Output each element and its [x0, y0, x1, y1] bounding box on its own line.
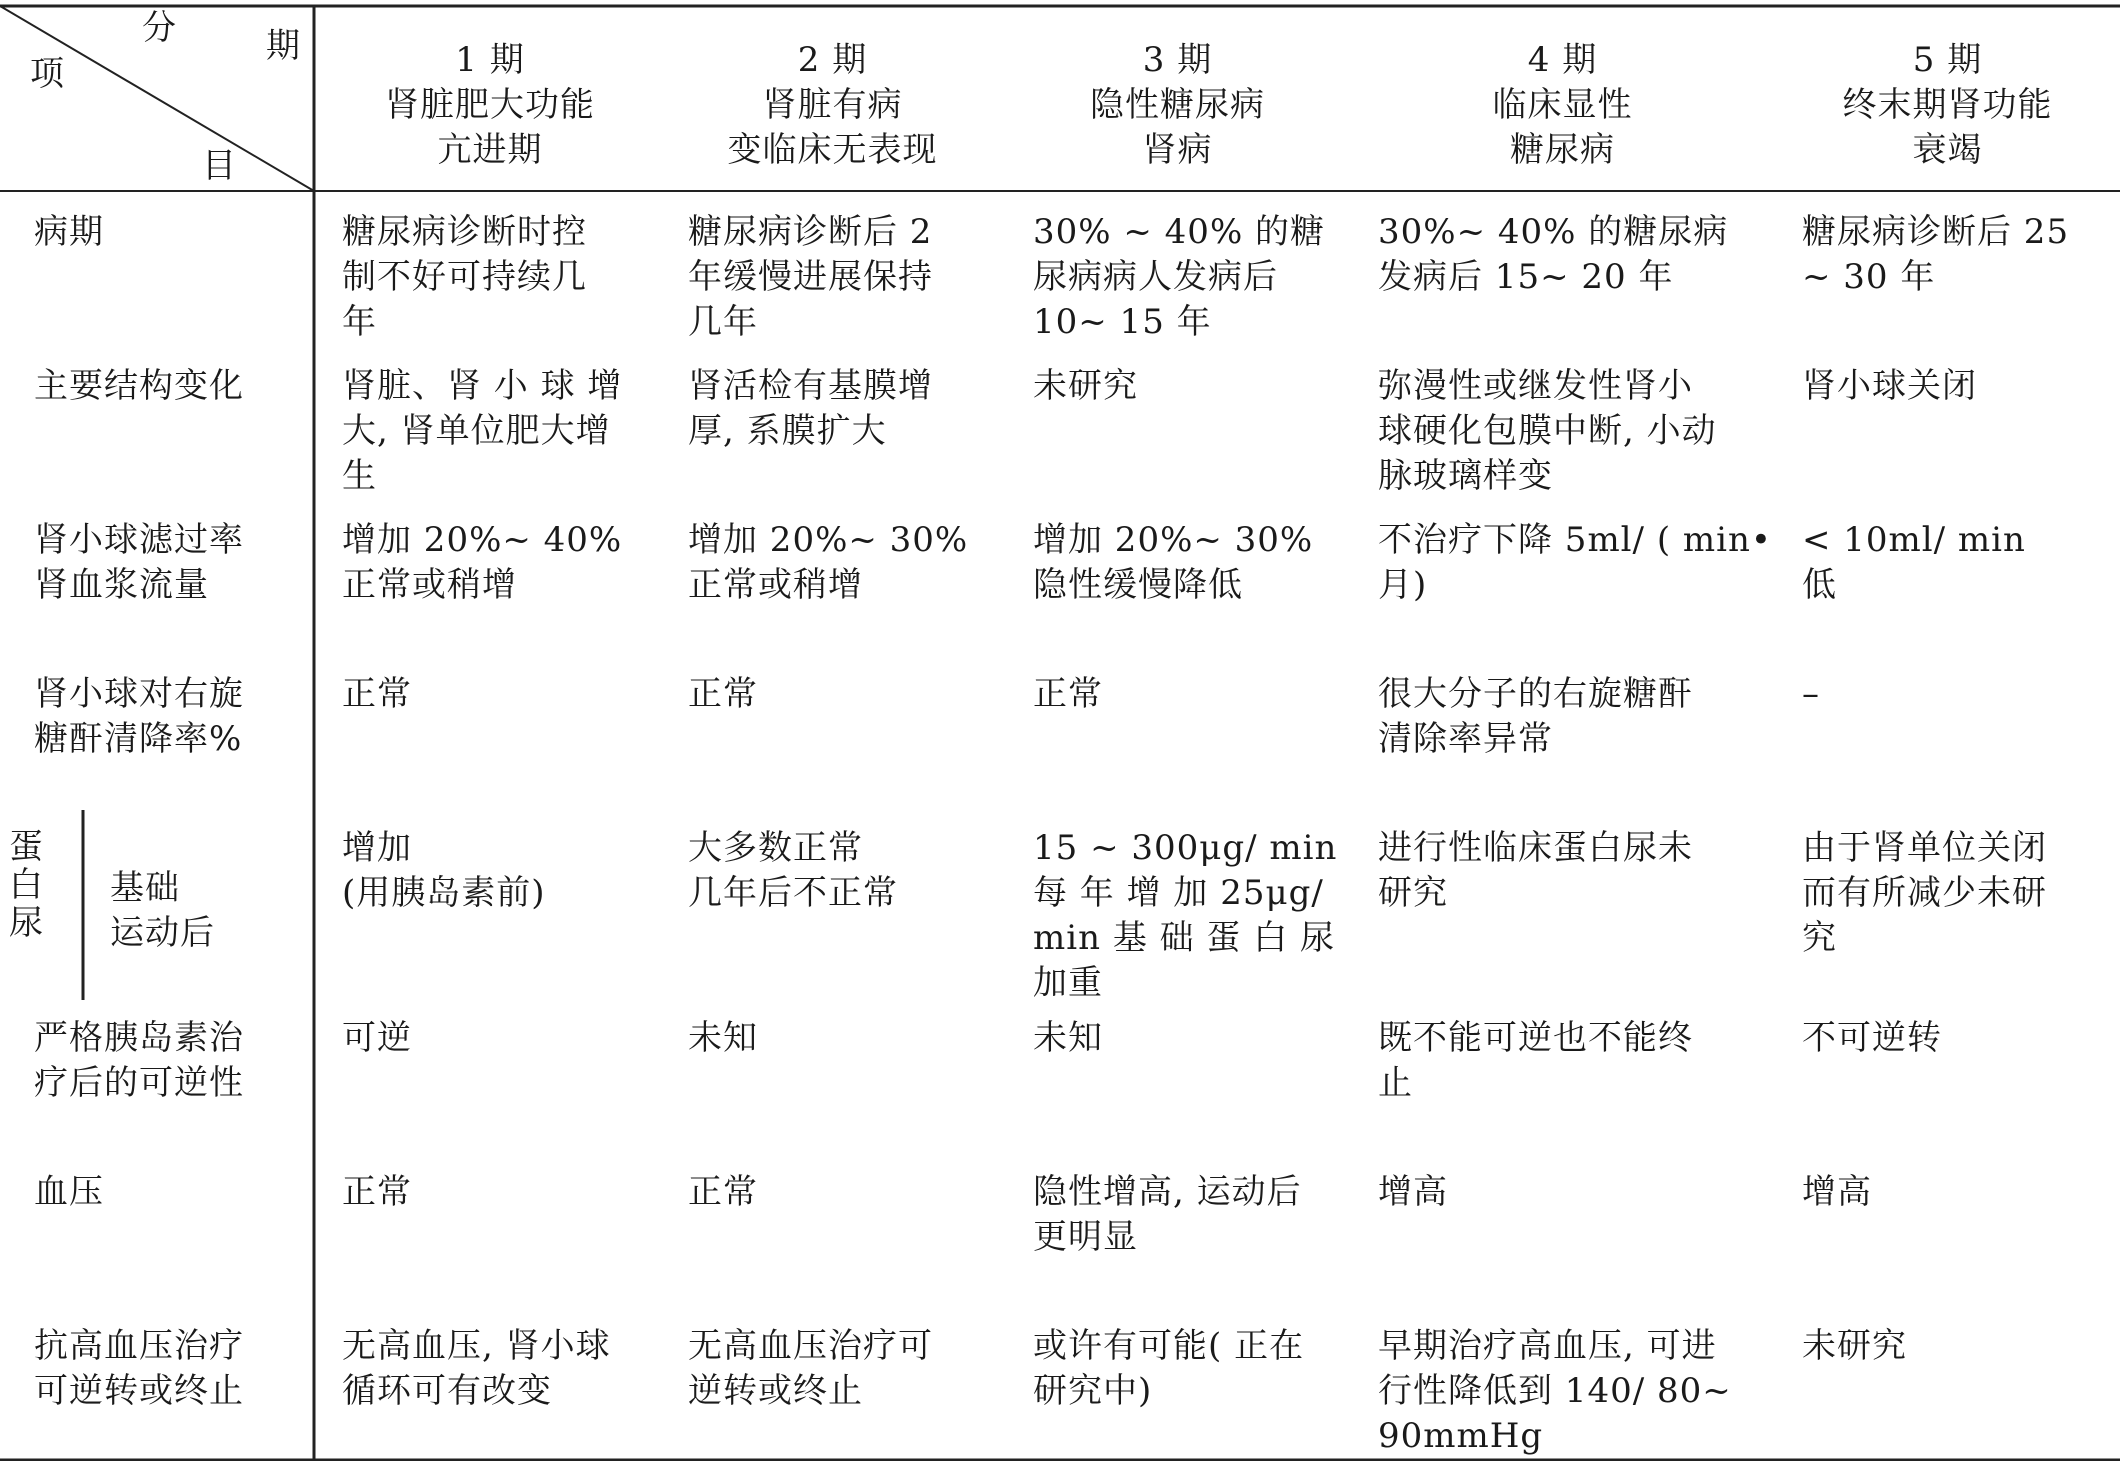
cell-r3-c2: 正常	[688, 674, 758, 714]
corner-fen: 分	[142, 8, 176, 48]
row-label-blood-pressure: 血压	[34, 1172, 104, 1212]
column-header-stage-4: 4 期 临床显性 糖尿病	[1492, 40, 1633, 170]
cell-r4-c1: 增加 (用胰岛素前)	[342, 828, 546, 913]
cell-r0-c4: 30%~ 40% 的糖尿病 发病后 15~ 20 年	[1378, 212, 1729, 297]
cell-r1-c3: 未研究	[1033, 366, 1138, 406]
column-header-stage-5: 5 期 终末期肾功能 衰竭	[1842, 40, 2053, 170]
cell-r6-c5: 增高	[1802, 1172, 1872, 1212]
column-header-stage-1: 1 期 肾脏肥大功能 亢进期	[385, 40, 595, 170]
cell-r5-c5: 不可逆转	[1802, 1018, 1942, 1058]
cell-r2-c1: 增加 20%~ 40% 正常或稍增	[342, 520, 623, 605]
cell-r0-c3: 30% ~ 40% 的糖 尿病病人发病后 10~ 15 年	[1033, 212, 1326, 342]
cell-r5-c3: 未知	[1033, 1018, 1103, 1058]
cell-r4-c5: 由于肾单位关闭 而有所减少未研 究	[1802, 828, 2047, 958]
cell-r4-c3: 15 ~ 300μg/ min 每 年 增 加 25μg/ min 基 础 蛋 白 尿 加重	[1033, 828, 1338, 1003]
cell-r6-c4: 增高	[1378, 1172, 1448, 1212]
cell-r7-c5: 未研究	[1802, 1326, 1907, 1366]
row-group-label-proteinuria: 蛋 白 尿	[9, 827, 43, 943]
cell-r5-c1: 可逆	[342, 1018, 412, 1058]
cell-r6-c3: 隐性增高, 运动后 更明显	[1033, 1172, 1302, 1257]
cell-r2-c5: < 10ml/ min 低	[1802, 520, 2026, 605]
corner-qi: 期	[266, 26, 300, 66]
cell-r1-c5: 肾小球关闭	[1802, 366, 1977, 406]
cell-r2-c3: 增加 20%~ 30% 隐性缓慢降低	[1033, 520, 1314, 605]
column-header-stage-3: 3 期 隐性糖尿病 肾病	[1090, 40, 1265, 170]
cell-r7-c2: 无高血压治疗可 逆转或终止	[688, 1326, 933, 1411]
corner-mu: 目	[202, 146, 236, 186]
cell-r6-c1: 正常	[342, 1172, 412, 1212]
cell-r5-c2: 未知	[688, 1018, 758, 1058]
row-label-structural-change: 主要结构变化	[34, 366, 244, 406]
row-label-insulin-reversibility: 严格胰岛素治 疗后的可逆性	[34, 1018, 244, 1103]
cell-r1-c4: 弥漫性或继发性肾小 球硬化包膜中断, 小动 脉玻璃样变	[1378, 366, 1717, 496]
cell-r0-c1: 糖尿病诊断时控 制不好可持续几 年	[342, 212, 587, 342]
row-label-gfr: 肾小球滤过率 肾血浆流量	[34, 520, 244, 605]
cell-r1-c1: 肾脏、肾 小 球 增 大, 肾单位肥大增 生	[342, 366, 623, 496]
cell-r0-c5: 糖尿病诊断后 25 ~ 30 年	[1802, 212, 2070, 297]
cell-r4-c2: 大多数正常 几年后不正常	[688, 828, 898, 913]
cell-r3-c5: –	[1802, 674, 1820, 714]
cell-r3-c4: 很大分子的右旋糖酐 清除率异常	[1378, 674, 1693, 759]
cell-r6-c2: 正常	[688, 1172, 758, 1212]
corner-xiang: 项	[30, 54, 64, 94]
row-label-antihypertensive: 抗高血压治疗 可逆转或终止	[34, 1326, 244, 1411]
cell-r7-c4: 早期治疗高血压, 可进 行性降低到 140/ 80~ 90mmHg	[1378, 1326, 1732, 1456]
cell-r0-c2: 糖尿病诊断后 2 年缓慢进展保持 几年	[688, 212, 933, 342]
cell-r5-c4: 既不能可逆也不能终 止	[1378, 1018, 1693, 1103]
cell-r3-c1: 正常	[342, 674, 412, 714]
cell-r1-c2: 肾活检有基膜增 厚, 系膜扩大	[688, 366, 933, 451]
cell-r7-c1: 无高血压, 肾小球 循环可有改变	[342, 1326, 611, 1411]
cell-r2-c4: 不治疗下降 5ml/ ( min• 月)	[1378, 520, 1772, 605]
row-label-disease-period: 病期	[34, 212, 104, 252]
row-label-dextran-clearance: 肾小球对右旋 糖酐清降率%	[34, 674, 244, 759]
cell-r2-c2: 增加 20%~ 30% 正常或稍增	[688, 520, 969, 605]
cell-r3-c3: 正常	[1033, 674, 1103, 714]
cell-r4-c4: 进行性临床蛋白尿未 研究	[1378, 828, 1693, 913]
row-label-proteinuria-sub: 基础 运动后	[110, 868, 215, 953]
column-header-stage-2: 2 期 肾脏有病 变临床无表现	[727, 40, 938, 170]
cell-r7-c3: 或许有可能( 正在 研究中)	[1033, 1326, 1305, 1411]
